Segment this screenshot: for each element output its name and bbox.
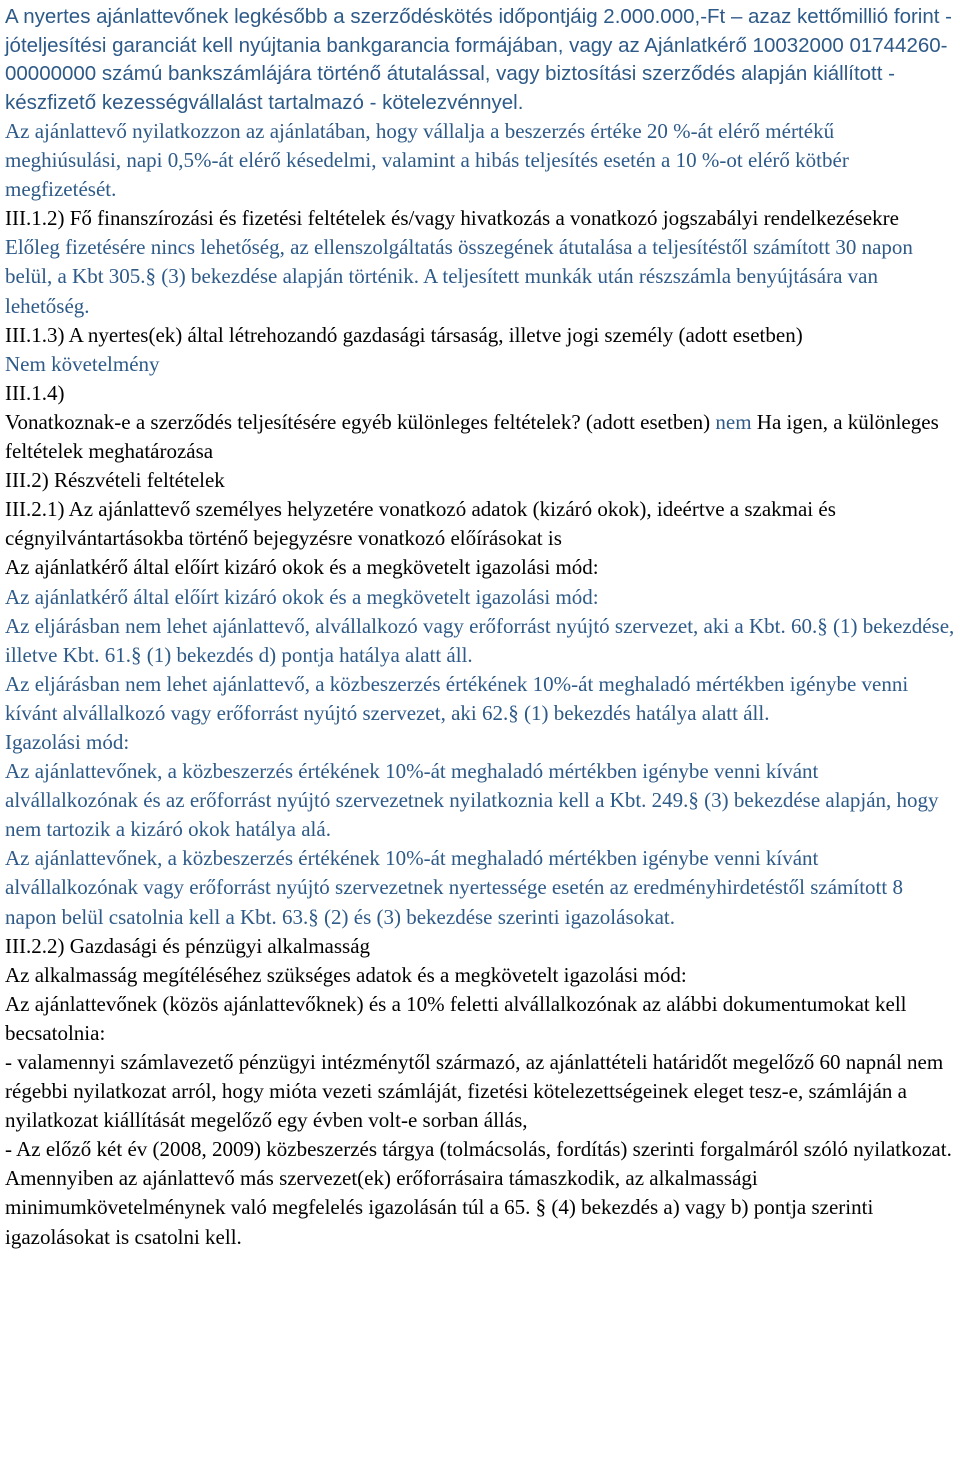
- documents-item-2: - Az előző két év (2008, 2009) közbeszerzés tárgya (tolmácsolás, fordítás) szerinti forgalmáról szóló nyilatkozat.: [5, 1137, 952, 1162]
- penalty-paragraph: Az ajánlattevő nyilatkozzon az ajánlatában, hogy vállalja a beszerzés értéke 20 %-át elérő mértékű meghiúsulási, napi 0,5%-át elérő késedelmi, valamint a hibás teljesítés esetén a 10 %-ot elérő kötbér megfizetését.: [5, 119, 849, 202]
- special-conditions-question-text: Vonatkoznak-e a szerződés teljesítésére egyéb különleges feltételek? (adott esetben): [5, 409, 716, 434]
- special-conditions-answer: nem: [715, 409, 752, 434]
- section-iii-1-3-heading: III.1.3) A nyertes(ek) által létrehozandó gazdasági társaság, illetve jogi személy (adott esetben): [5, 322, 803, 347]
- section-iii-2-1-heading: III.2.1) Az ajánlattevő személyes helyzetére vonatkozó adatok (kizáró okok), ideértve a szakmai és cégnyilvántartásokba történő bejegyzésre vonatkozó előírásokat is: [5, 497, 836, 551]
- documents-item-1: - valamennyi számlavezető pénzügyi intézménytől származó, az ajánlattételi határidőt megelőző 60 napnál nem régebbi nyilatkozat arról, hogy mióta vezeti számláját, fizetési kötelezettségeinek eleget tesz-e, számláján a nyilatkozat kiállítását megelőző egy évben volt-e sorban állás,: [5, 1050, 944, 1133]
- section-iii-2-2-heading: III.2.2) Gazdasági és pénzügyi alkalmasság: [5, 933, 371, 958]
- section-iii-1-2-heading: III.1.2) Fő finanszírozási és fizetési feltételek és/vagy hivatkozás a vonatkozó jogszabályi rendelkezésekre: [5, 206, 899, 231]
- special-conditions-question: [5, 408, 955, 466]
- special-conditions-followup: Ha igen, a különleges feltételek meghatározása: [5, 409, 939, 464]
- payment-terms-paragraph: Előleg fizetésére nincs lehetőség, az ellenszolgáltatás összegének átutalása a teljesítéstől számított 30 napon belül, a Kbt 305.§ (3) bekezdése alapján történik. A teljesített munkák után részszámla benyújtására van lehetőség.: [5, 235, 913, 318]
- resources-paragraph: Amennyiben az ajánlattevő más szervezet(ek) erőforrásaira támaszkodik, az alkalmassági minimumkövetelménynek való megfelelés igazolásán túl a 65. § (4) bekezdés a) vagy b) pontja szerinti igazolásokat is csatolni kell.: [5, 1166, 874, 1249]
- exclusion-grounds-label: Az ajánlatkérő által előírt kizáró okok és a megkövetelt igazolási mód:: [5, 555, 599, 580]
- guarantee-paragraph: A nyertes ajánlattevőnek legkésőbb a szerződéskötés időpontjáig 2.000.000,-Ft – azaz kettőmillió forint - jóteljesítési garanciát kell nyújtania bankgarancia formájában, vagy az Ajánlatkérő 10032000 01744260-00000000 számú bankszámlájára történő átutalással, vagy biztosítási szerződés alapján kiállított - készfizető kezességvállalást tartalmazó - kötelezvénnyel.: [5, 5, 952, 114]
- exclusion-rule-1: Az eljárásban nem lehet ajánlattevő, alvállalkozó vagy erőforrást nyújtó szervezet, aki a Kbt. 60.§ (1) bekezdése, illetve Kbt. 61.§ (1) bekezdés d) pontja hatálya alatt áll.: [5, 613, 955, 667]
- documents-intro: Az ajánlattevőnek (közös ajánlattevőknek) és a 10% feletti alvállalkozónak az alábbi dokumentumokat kell becsatolnia:: [5, 991, 907, 1045]
- section-iii-1-4-heading: III.1.4): [5, 380, 65, 405]
- verification-rule-1: Az ajánlattevőnek, a közbeszerzés értékének 10%-át meghaladó mértékben igénybe venni kívánt alvállalkozónak és az erőforrást nyújtó szervezetnek nyilatkoznia kell a Kbt. 249.§ (3) bekezdése alapján, hogy nem tartozik a kizáró okok hatálya alá.: [5, 759, 939, 842]
- section-iii-2-heading: III.2) Részvételi feltételek: [5, 468, 225, 493]
- exclusion-rule-2: Az eljárásban nem lehet ajánlattevő, a közbeszerzés értékének 10%-át meghaladó mértékben igénybe venni kívánt alvállalkozó vagy erőforrást nyújtó szervezet, aki 62.§ (1) bekezdés hatálya alatt áll.: [5, 671, 909, 725]
- exclusion-grounds-label-repeat: Az ajánlatkérő által előírt kizáró okok és a megkövetelt igazolási mód:: [5, 584, 599, 609]
- not-required-text: Nem követelmény: [5, 351, 160, 376]
- suitability-label: Az alkalmasság megítéléséhez szükséges adatok és a megkövetelt igazolási mód:: [5, 962, 687, 987]
- verification-method-label: Igazolási mód:: [5, 729, 130, 754]
- verification-rule-2: Az ajánlattevőnek, a közbeszerzés értékének 10%-át meghaladó mértékben igénybe venni kívánt alvállalkozónak vagy erőforrást nyújtó szervezetnek nyertessége esetén az eredményhirdetéstől számított 8 napon belül csatolnia kell a Kbt. 63.§ (2) és (3) bekezdése szerinti igazolásokat.: [5, 846, 903, 929]
- document-body: [5, 3, 955, 1252]
